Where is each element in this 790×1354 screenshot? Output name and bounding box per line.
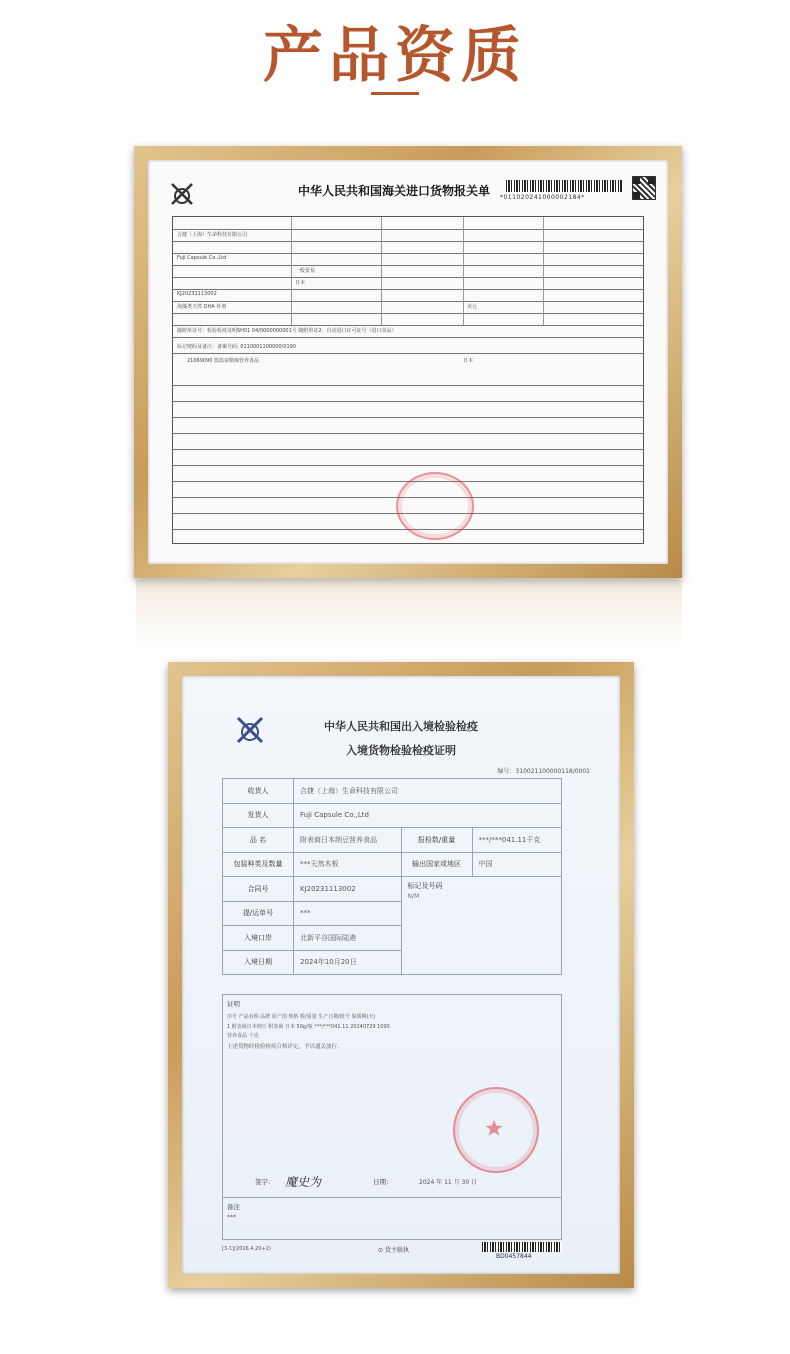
- star-icon: [485, 1119, 503, 1137]
- consignor-value: Fuji Capsule Co.,Ltd: [294, 803, 562, 828]
- consignor-value: Fuji Capsule Co.,Ltd: [177, 255, 227, 261]
- marks-value: N/M: [407, 893, 420, 900]
- table-row: [223, 779, 562, 804]
- table-row: [223, 852, 562, 877]
- table-row: [223, 828, 562, 853]
- title-underline: [371, 92, 419, 95]
- proof-row-continued: 营养食品 千克: [227, 1033, 259, 1039]
- origin-country-value: 日本: [295, 280, 306, 286]
- marks-label: 标记及号码: [407, 882, 443, 890]
- entry-port-label: 入境口岸: [223, 926, 294, 951]
- entry-port-value: 北新平谷国际陆港: [294, 926, 402, 951]
- entry-date-label: 入境日期: [223, 950, 294, 975]
- proof-conclusion: 上述货物经检验检疫合格评定，予以通关放行。: [227, 1044, 343, 1050]
- contract-no-label: 合同号: [223, 877, 294, 902]
- table-row: [223, 877, 562, 902]
- certificate-barcode: [482, 1242, 562, 1252]
- packing-value: ***天然木板: [294, 852, 402, 877]
- table-row: [223, 803, 562, 828]
- product-name-label: 品 名: [223, 828, 294, 853]
- proof-label: 证明: [227, 1000, 240, 1008]
- goods-origin: 日本: [463, 358, 474, 364]
- proof-section: [222, 994, 562, 1198]
- qr-code: [632, 176, 656, 200]
- certificate-table: [222, 778, 562, 975]
- barcode-text: *011020241000002184*: [500, 194, 585, 201]
- bill-no-value: ***: [294, 901, 402, 926]
- currency-value: 美元: [467, 304, 478, 310]
- form-number: [3-1](2016.4.20+2): [222, 1246, 271, 1252]
- frame-customs-declaration: [134, 146, 682, 578]
- product-name-value: 附表商日本纳豆营养食品: [294, 828, 402, 853]
- note-section: [222, 1198, 562, 1240]
- attached-documents: 随附单证号：检验检疫证明SH01 04/0000000001号 随附单证2：自动进口许可证号（进口食品）: [177, 328, 397, 334]
- page-title: 产品资质: [263, 21, 527, 91]
- note-value: ***: [227, 1214, 236, 1221]
- certificate-number: 编号：310021100000118/0001: [497, 768, 590, 775]
- customs-declaration-paper: [148, 160, 668, 564]
- customs-stamp: [396, 472, 474, 540]
- export-country-value: 中国: [472, 852, 561, 877]
- contract-no-value: KJ20231113002: [177, 291, 217, 297]
- certificate-title-line1: 中华人民共和国出入境检验检疫: [324, 720, 478, 733]
- contract-no-value: KJ20231113002: [294, 877, 402, 902]
- trade-mode-value: 一般贸易: [295, 268, 316, 274]
- sign-label: 签字：: [255, 1178, 275, 1186]
- marks-remarks: 标记唛码及备注：备案号码: 0110001100000/0190: [177, 344, 297, 350]
- packing-label: 包装种类及数量: [223, 852, 294, 877]
- serial-number: BD0457844: [496, 1253, 532, 1260]
- product-name-value: 海藻类天然 DHA 补剂: [177, 304, 227, 310]
- marks-cell: [401, 877, 561, 975]
- date-label: 日期：: [373, 1178, 393, 1186]
- inspection-certificate-paper: [182, 676, 620, 1274]
- quantity-value: ***/***041.11千克: [472, 828, 561, 853]
- customs-declaration-title: 中华人民共和国海关进口货物报关单: [298, 184, 491, 198]
- customs-emblem-icon: [168, 180, 196, 208]
- note-label: 备注: [227, 1203, 240, 1211]
- entry-date-value: 2024年10月20日: [294, 950, 402, 975]
- goods-description: 21069090 低温富勒烯营养食品: [187, 358, 260, 364]
- quantity-label: 报检数/重量: [401, 828, 472, 853]
- consignee-label: 收货人: [223, 779, 294, 804]
- consignor-label: 发货人: [223, 803, 294, 828]
- proof-header: 序号 产品名称 品牌 原产国 规格 数/重量 生产日期/批号 保质期(天): [227, 1014, 376, 1020]
- barcode: [506, 180, 622, 192]
- frame-inspection-certificate: [168, 662, 634, 1288]
- proof-row: 1 附表商日本纳豆 附表商 日本 50g/瓶 ***/***041.11 20240729 1095: [227, 1024, 390, 1030]
- footer-mark: ⊙ 货主联执: [378, 1247, 409, 1254]
- date-value: 2024 年 11 月 30 日: [419, 1179, 478, 1186]
- consignee-value: 合捷（上海）生命科技有限公司: [294, 779, 562, 804]
- frame-reflection: [136, 580, 682, 650]
- consignee-value: 合捷（上海）生命科技有限公司: [177, 232, 248, 238]
- certificate-title-line2: 入境货物检验检疫证明: [346, 744, 456, 757]
- export-country-label: 输出国家或地区: [401, 852, 472, 877]
- signature: 魔史为: [285, 1175, 322, 1189]
- bill-no-label: 提/运单号: [223, 901, 294, 926]
